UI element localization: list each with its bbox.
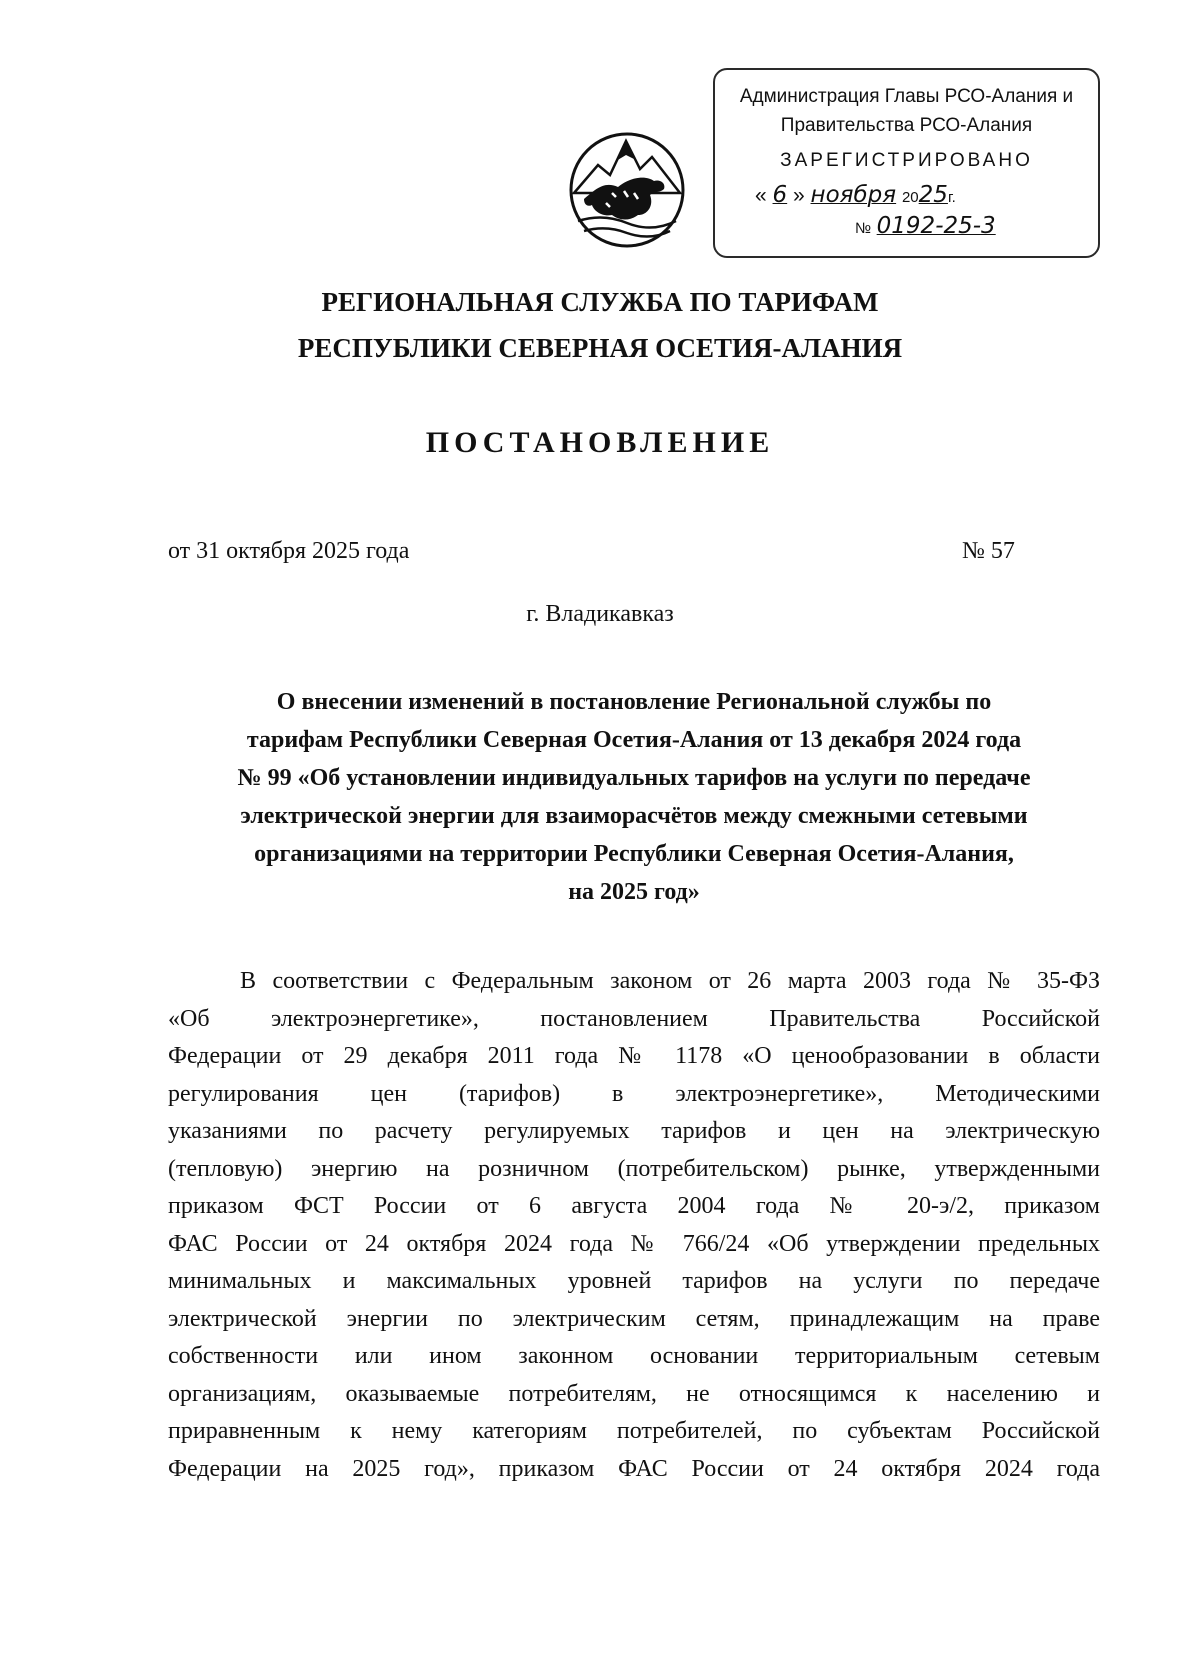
subject-line: № 99 «Об установлении индивидуальных тарифов на услуги по передаче [237, 765, 1031, 791]
subject-line: О внесении изменений в постановление Региональной службы по [276, 689, 992, 715]
body-line: указаниями по расчету регулируемых тарифов и цен на электрическую [168, 1118, 1100, 1144]
stamp-number-value: 0192-25-3 [876, 213, 996, 239]
stamp-line-government: Правительства РСО-Алания [780, 115, 1033, 136]
body-line: организациям, оказываемые потребителям, не относящимся к населению и [168, 1380, 1100, 1407]
subject-line: на 2025 год» [568, 879, 700, 905]
stamp-date-quote-open: « [755, 184, 767, 207]
body-line: В соответствии с Федеральным законом от 26 марта 2003 года № 35-ФЗ [240, 968, 1100, 994]
document-date: от 31 октября 2025 года [168, 538, 410, 564]
registration-stamp [713, 68, 1100, 258]
body-line: приказом ФСТ России от 6 августа 2004 года № 20-э/2, приказом [168, 1193, 1100, 1219]
stamp-date-year-unit: г. [947, 189, 956, 206]
stamp-date-day: 6 [772, 182, 788, 208]
body-line: Федерации на 2025 год», приказом ФАС России от 24 октября 2024 года [168, 1455, 1100, 1482]
subject-line: организациями на территории Республики Северная Осетия-Алания, [254, 841, 1014, 867]
agency-name-line-1: РЕГИОНАЛЬНАЯ СЛУЖБА ПО ТАРИФАМ [321, 287, 879, 317]
subject-line: электрической энергии для взаиморасчётов между смежными сетевыми [240, 803, 1028, 829]
coat-of-arms-icon [568, 131, 686, 249]
body-line: ФАС России от 24 октября 2024 года № 766/24 «Об утверждении предельных [168, 1230, 1100, 1257]
body-line: «Об электроэнергетике», постановлением Правительства Российской [168, 1005, 1100, 1032]
document-type-title: ПОСТАНОВЛЕНИЕ [425, 426, 775, 459]
body-line: минимальных и максимальных уровней тарифов на услуги по передаче [168, 1268, 1100, 1294]
body-line: приравненным к нему категориям потребителей, по субъектам Российской [168, 1418, 1100, 1444]
document-body [168, 963, 1100, 1488]
stamp-registration-date [755, 182, 956, 208]
stamp-registered-label: ЗАРЕГИСТРИРОВАНО [780, 150, 1033, 171]
stamp-date-month: ноября [810, 182, 897, 208]
document-subject [168, 683, 1100, 911]
stamp-number-label: № [855, 220, 872, 237]
stamp-date-year-prefix: 20 [901, 189, 919, 206]
stamp-date-year-suffix: 25 [918, 182, 948, 208]
stamp-line-administration: Администрация Главы РСО-Алания и [739, 86, 1074, 107]
body-line: (тепловую) энергию на розничном (потребительском) рынке, утвержденными [168, 1155, 1100, 1182]
stamp-date-quote-close: » [793, 184, 805, 207]
document-number: № 57 [962, 538, 1015, 564]
body-line: электрической энергии по электрическим сетям, принадлежащим на праве [168, 1305, 1100, 1332]
agency-name-line-2: РЕСПУБЛИКИ СЕВЕРНАЯ ОСЕТИЯ-АЛАНИЯ [297, 333, 903, 363]
subject-line: тарифам Республики Северная Осетия-Алания от 13 декабря 2024 года [246, 727, 1022, 753]
body-line: регулирования цен (тарифов) в электроэнергетике», Методическими [168, 1080, 1100, 1107]
body-line: собственности или ином законном основании территориальным сетевым [168, 1343, 1100, 1369]
document-city: г. Владикавказ [526, 601, 674, 627]
stamp-registration-number [855, 213, 996, 239]
body-line: Федерации от 29 декабря 2011 года № 1178 «О ценообразовании в области [168, 1043, 1100, 1069]
